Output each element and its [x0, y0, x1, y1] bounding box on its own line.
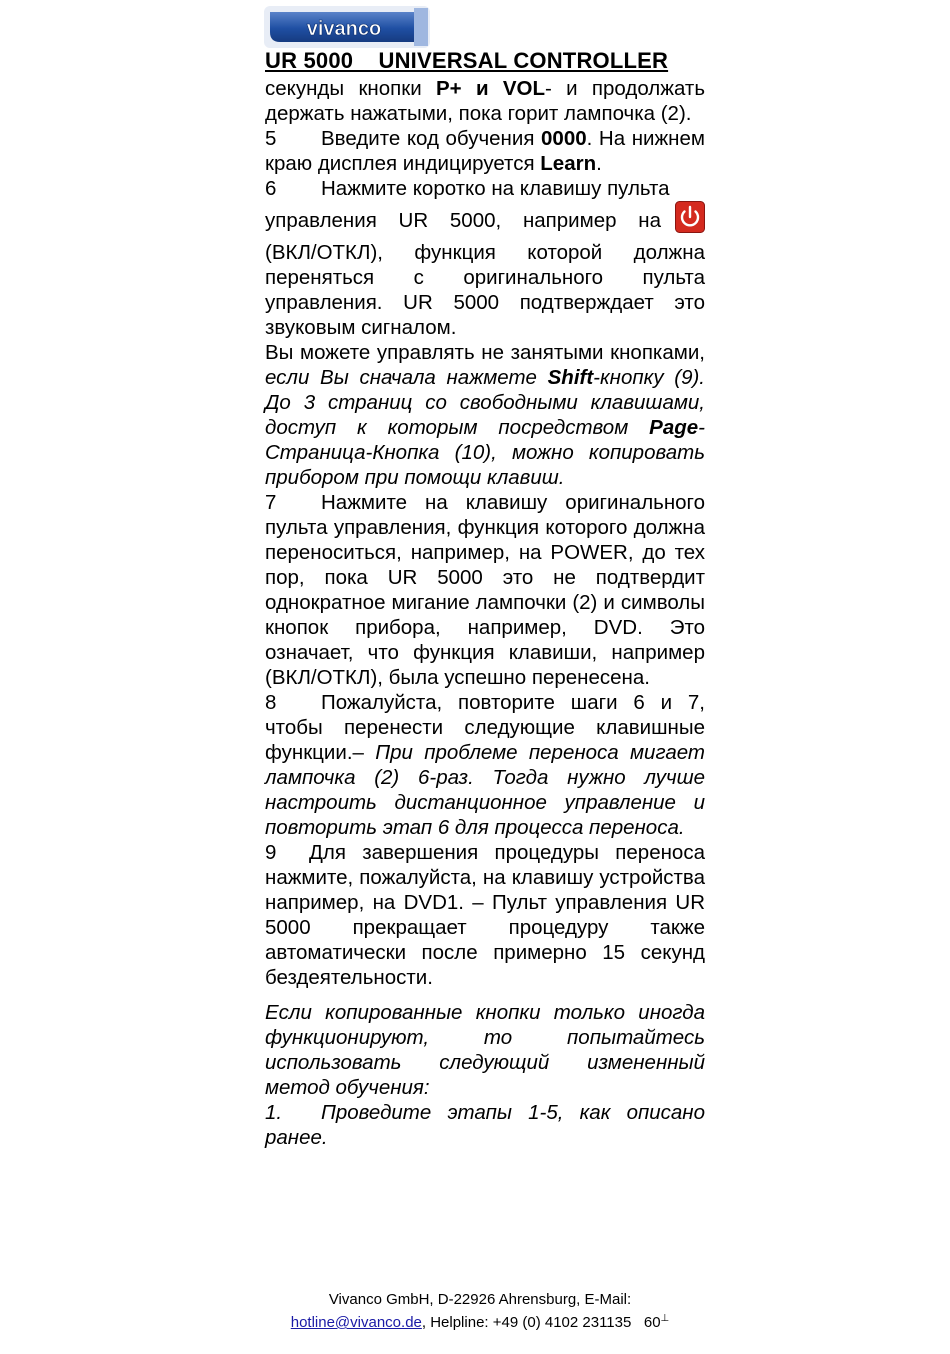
document-body [265, 76, 705, 1150]
step-number: 8 [265, 691, 277, 714]
step-number: 9 [265, 841, 277, 864]
step-6: 6 Нажмите коротко на клавишу пульта [265, 177, 670, 200]
alt-step-1: 1. Проведите этапы 1-5, как описано ранее. [265, 1101, 705, 1149]
paragraph-shift-note: Вы можете управлять не занятыми кнопками, если Вы сначала нажмете Shift-кнопку (9). До 3 страниц со свободными клавишами, доступ к которым посредством Page-Страница-Кнопка (10), можно копировать прибором при помощи клавиш. [265, 341, 705, 489]
step-number: 7 [265, 491, 277, 514]
step-6-line2: управления UR 5000, например на [265, 201, 705, 240]
vivanco-logo [264, 6, 430, 48]
power-button-icon [675, 201, 705, 233]
step-number: 1. [265, 1101, 283, 1124]
page-title: UR 5000 UNIVERSAL CONTROLLER [265, 48, 669, 73]
step-6-continuation: (ВКЛ/ОТКЛ), функция которой должна переняться с оригинального пульта управления. UR 5000 подтверждает это звуковым сигналом. [265, 241, 705, 339]
footer-helpline: , Helpline: +49 (0) 4102 231135 [421, 1314, 632, 1331]
step-number: 5 [265, 127, 277, 150]
step-5: 5 Введите код обучения 0000. На нижнем краю дисплея индицируется Learn. [265, 127, 705, 175]
email-link[interactable]: hotline@vivanco.de [290, 1314, 422, 1331]
paragraph-continuation: секунды кнопки P+ и VOL- и продолжать держать нажатыми, пока горит лампочка (2). [265, 77, 705, 125]
step-8: 8 Пожалуйста, повторите шаги 6 и 7, чтобы перенести следующие клавишные функции.– При проблеме переноса мигает лампочка (2) 6-раз. Тогда нужно лучше настроить дистанционное управление и повторить этап 6 для процесса переноса. [265, 691, 705, 839]
step-9: 9 Для завершения процедуры переноса нажмите, пожалуйста, на клавишу устройства например, на DVD1. – Пульт управления UR 5000 прекращает процедуру также автоматически после примерно 15 секунд бездеятельности. [265, 841, 705, 989]
paragraph-alternative-method: Если копированные кнопки только иногда функционируют, то попытайтесь использовать следующий измененный метод обучения: [265, 1001, 705, 1099]
footer-address: Vivanco GmbH, D-22926 Ahrensburg, E-Mail: [328, 1291, 632, 1308]
page-footer [260, 1290, 700, 1332]
logo-text: vivanco [306, 18, 382, 40]
page-number: 60⊥ [643, 1313, 670, 1331]
step-7: 7 Нажмите на клавишу оригинального пульта управления, функция которого должна переноситься, например, на POWER, до тех пор, пока UR 5000 это не подтвердит однократное мигание лампочки (2) и символы кнопок прибора, например, DVD. Это означает, что функция клавиши, например (ВКЛ/ОТКЛ), была успешно перенесена. [265, 491, 705, 689]
step-number: 6 [265, 177, 277, 200]
